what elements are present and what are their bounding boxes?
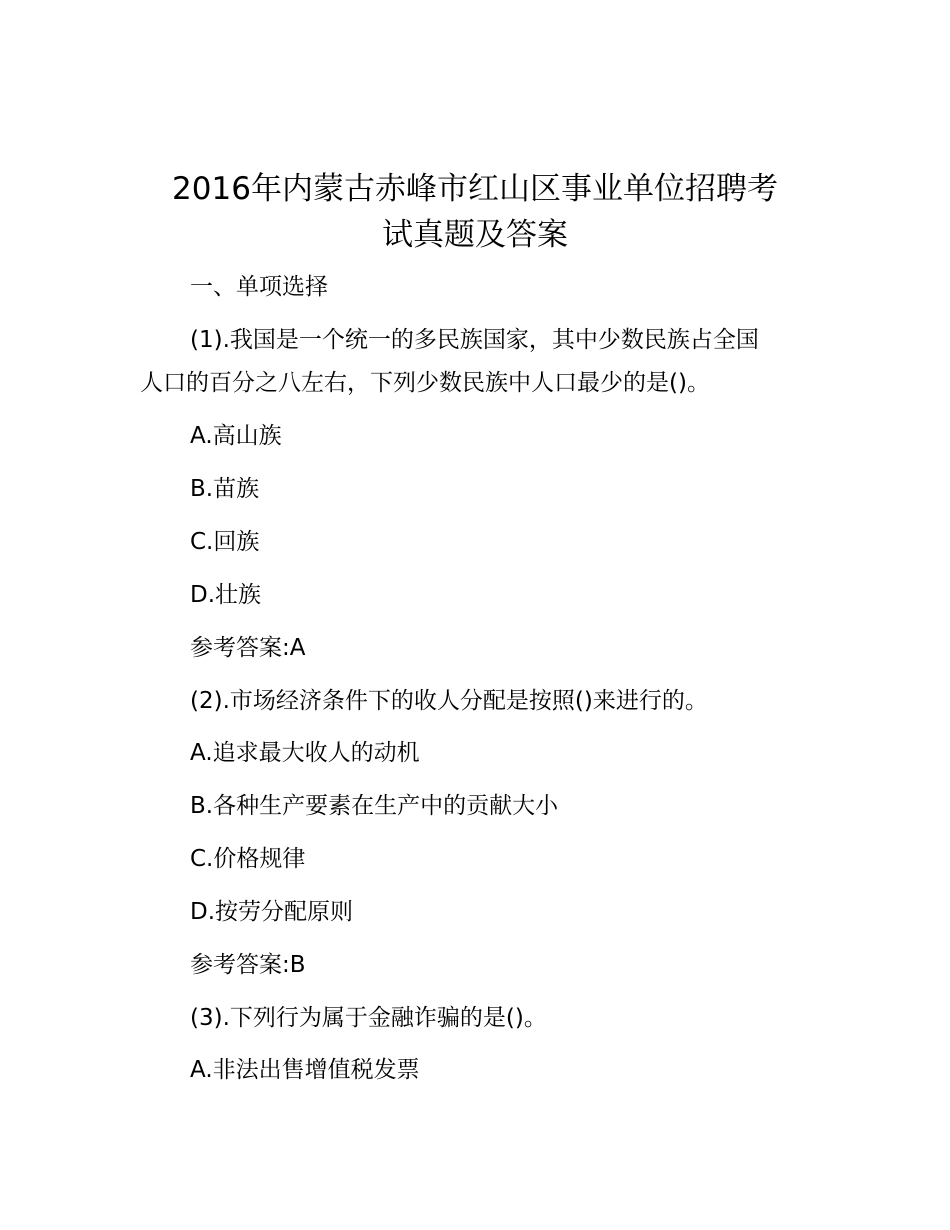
title-line-2: 试真题及答案 <box>382 217 568 253</box>
question-3-stem: (3).下列行为属于金融诈骗的是()。 <box>190 1005 547 1031</box>
title-line-1: 2016年内蒙古赤峰市红山区事业单位招聘考 <box>172 171 778 207</box>
question-1-option-d: D.壮族 <box>190 582 262 608</box>
question-2-option-b: B.各种生产要素在生产中的贡献大小 <box>190 793 559 819</box>
question-1-option-b: B.苗族 <box>190 476 260 502</box>
question-1-option-c: C.回族 <box>190 529 260 555</box>
question-1-stem-line-2: 人口的百分之八左右，下列少数民族中人口最少的是()。 <box>140 370 710 396</box>
question-1-stem-line-1: (1).我国是一个统一的多民族国家，其中少数民族占全国 <box>190 327 759 353</box>
document-title <box>140 166 810 258</box>
question-2-option-d: D.按劳分配原则 <box>190 899 354 925</box>
question-2-option-c: C.价格规律 <box>190 846 306 872</box>
question-1-answer: 参考答案:A <box>190 635 306 661</box>
question-2-answer: 参考答案:B <box>190 952 306 978</box>
question-1-option-a: A.高山族 <box>190 423 282 449</box>
question-2-stem: (2).市场经济条件下的收人分配是按照()来进行的。 <box>190 688 708 714</box>
section-heading: 一、单项选择 <box>190 274 328 300</box>
question-2-option-a: A.追求最大收人的动机 <box>190 740 420 766</box>
question-3-option-a: A.非法出售增值税发票 <box>190 1057 420 1083</box>
